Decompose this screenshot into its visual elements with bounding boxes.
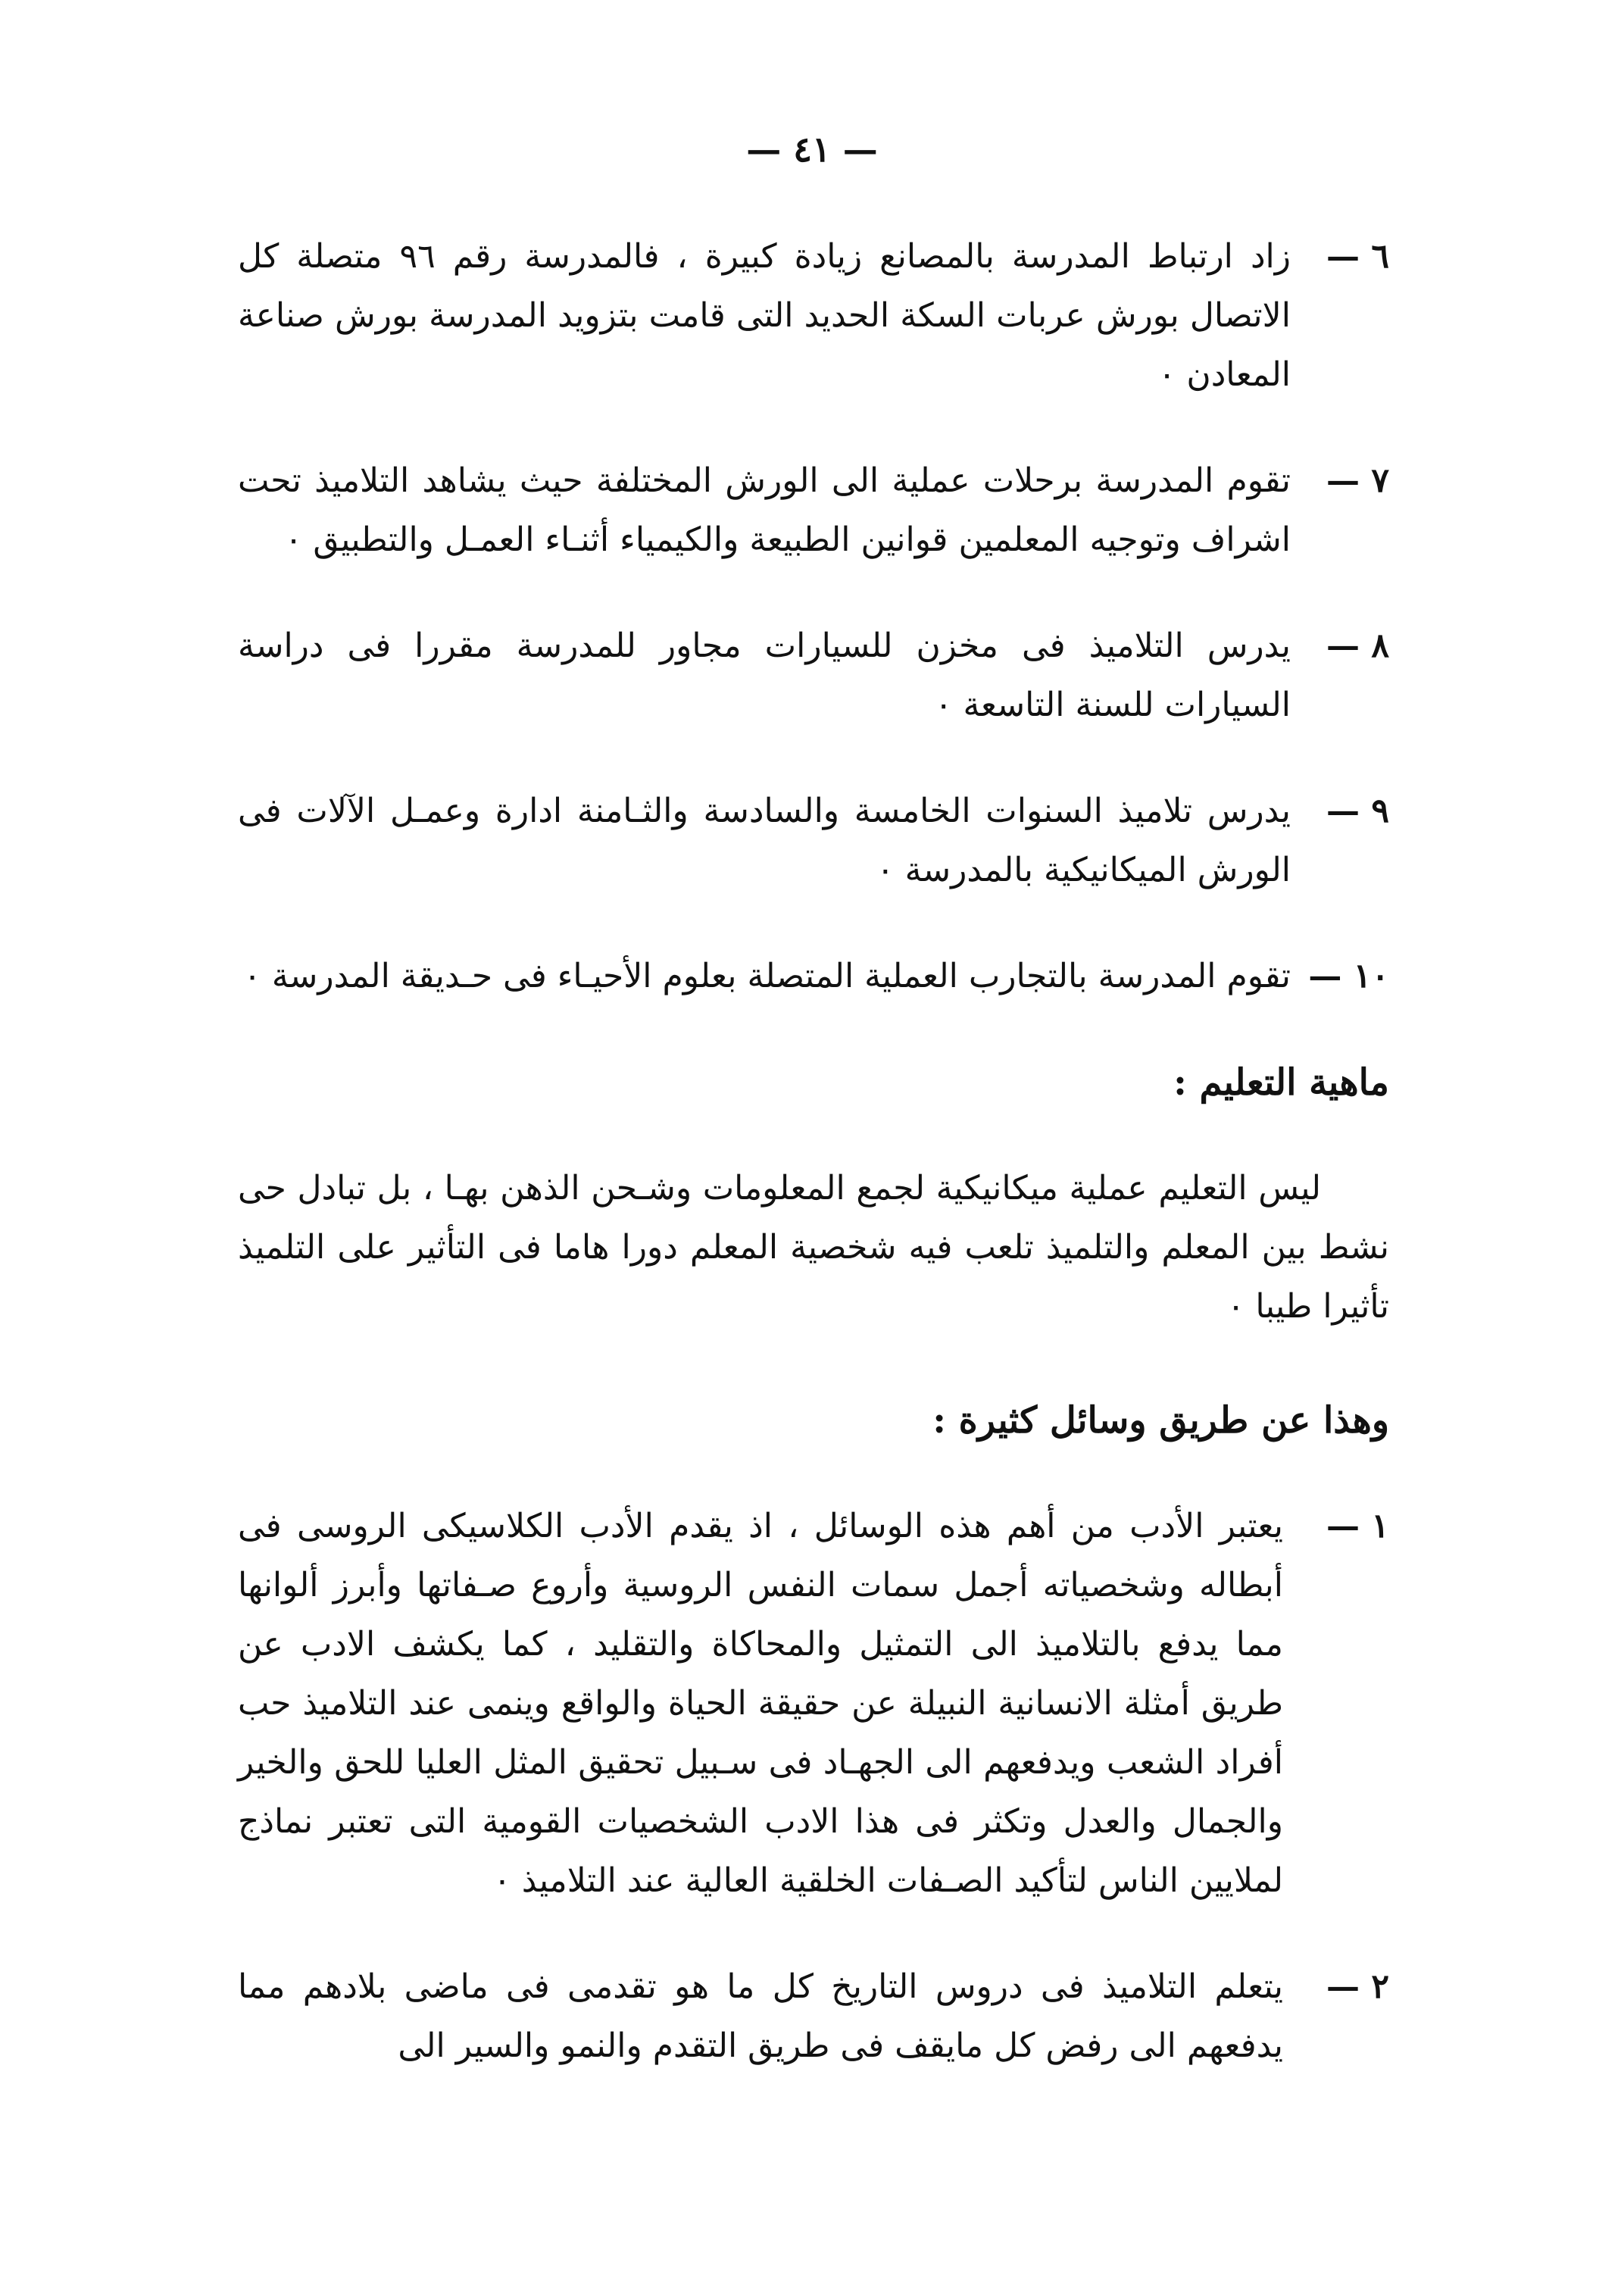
list-item <box>238 451 1389 570</box>
list-item <box>238 1957 1389 2076</box>
item-text: تقوم المدرسة برحلات عملية الى الورش المختلفة حيث يشاهد التلاميذ تحت اشراف وتوجيه المعلمين قوانين الطبيعة والكيمياء أثنـاء العمـل والتطبيق ٠ <box>238 461 1291 559</box>
page-body <box>238 227 1389 2123</box>
list-item <box>238 227 1389 405</box>
item-text: تقوم المدرسة بالتجارب العملية المتصلة بعلوم الأحيـاء فى حـديقة المدرسة ٠ <box>243 957 1291 995</box>
item-text: زاد ارتباط المدرسة بالمصانع زيادة كبيرة ، فالمدرسة رقم ٩٦ متصلة كل الاتصال بورش عربات السكة الحديد التى قامت بتزويد المدرسة بورش صناعة المعادن ٠ <box>238 237 1291 394</box>
item-number: ٦ — <box>1326 237 1389 276</box>
list-item <box>238 947 1389 1006</box>
item-text: يتعلم التلاميذ فى دروس التاريخ كل ما هو تقدمى فى ماضى بلادهم مما يدفعهم الى رفض كل مايقف فى طريق التقدم والنمو والسير الى <box>238 1967 1283 2065</box>
item-text: يدرس تلاميذ السنوات الخامسة والسادسة والثـامنة ادارة وعمـل الآلات فى الورش الميكانيكية بالمدرسة ٠ <box>238 792 1291 889</box>
page-number: — ٤١ — <box>746 129 878 170</box>
section-subheading: وهذا عن طريق وسائل كثيرة : <box>932 1399 1389 1442</box>
section-paragraph: ليس التعليم عملية ميكانيكية لجمع المعلومات وشـحن الذهن بهـا ، بل تبادل حى نشط بين المعلم والتلميذ تلعب فيه شخصية المعلم دورا هاما فى التأثير على التلميذ تأثيرا طيبا ٠ <box>238 1169 1389 1326</box>
list-item <box>238 782 1389 900</box>
list-item <box>238 617 1389 735</box>
list-item <box>238 1497 1389 1911</box>
item-number: ٧ — <box>1326 461 1389 500</box>
item-number: ١ — <box>1326 1507 1389 1545</box>
item-number: ٨ — <box>1326 626 1389 665</box>
item-text: يعتبر الأدب من أهم هذه الوسائل ، اذ يقدم الأدب الكلاسيكى الروسى فى أبطاله وشخصياته أجمل سمات النفس الروسية وأروع صـفاتها وأبرز ألوانها مما يدفع بالتلاميذ الى التمثيل والمحاكاة والتقليد ، كما يكشف الادب عن طريق أمثلة الانسانية النبيلة عن حقيقة الحياة والواقع وينمى عند التلاميذ حب أفراد الشعب ويدفعهم الى الجهـاد فى سـبيل تحقيق المثل العليا للحق والخير والجمال والعدل وتكثر فى هذا الادب الشخصيات القومية التى تعتبر نماذج لملايين الناس لتأكيد الصـفات الخلقية العالية عند التلاميذ ٠ <box>238 1507 1283 1900</box>
section-heading: ماهية التعليم : <box>1173 1061 1389 1104</box>
item-number: ٢ — <box>1326 1967 1389 2006</box>
item-number: ١٠ — <box>1308 957 1389 995</box>
item-number: ٩ — <box>1326 792 1389 830</box>
item-text: يدرس التلاميذ فى مخزن للسيارات مجاور للمدرسة مقررا فى دراسة السيارات للسنة التاسعة ٠ <box>238 626 1291 724</box>
